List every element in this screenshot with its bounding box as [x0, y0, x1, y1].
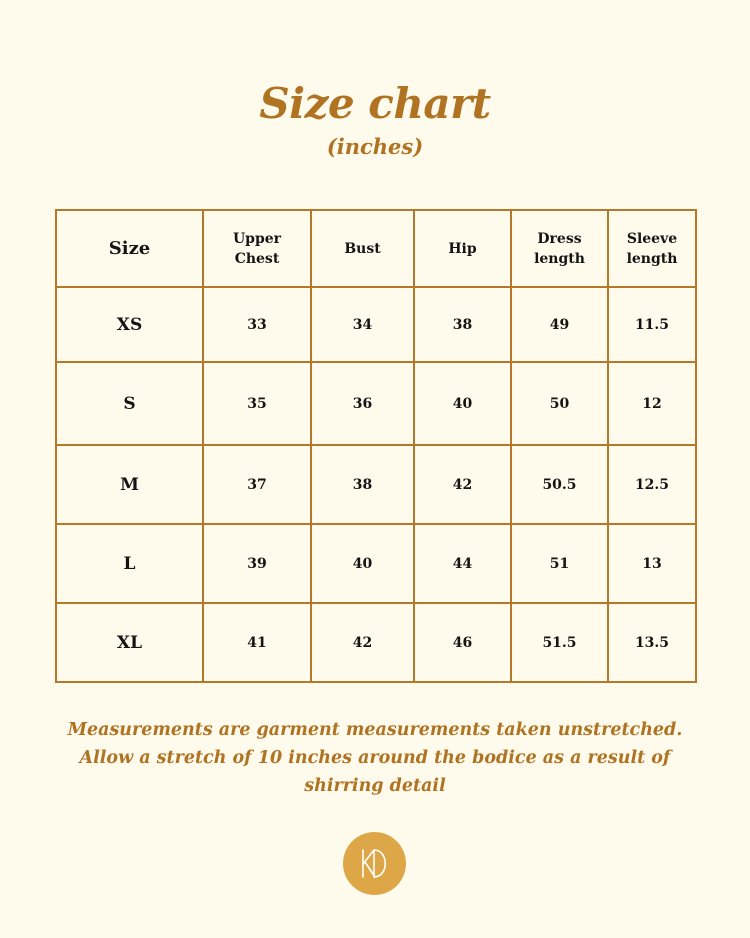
measurement-cell: 46 [414, 603, 511, 682]
measurement-cell: 38 [414, 287, 511, 362]
table-row [56, 445, 696, 524]
measurement-cell: 42 [414, 445, 511, 524]
measurement-cell: 34 [311, 287, 414, 362]
column-header-hip: Hip [414, 210, 511, 287]
measurement-cell: 36 [311, 362, 414, 445]
measurement-cell: 12 [608, 362, 696, 445]
measurement-cell: 35 [203, 362, 311, 445]
measurement-cell: 44 [414, 524, 511, 603]
measurement-cell: 49 [511, 287, 608, 362]
brand-logo [343, 832, 406, 895]
column-header-bust: Bust [311, 210, 414, 287]
measurement-cell: 38 [311, 445, 414, 524]
measurement-cell: 50 [511, 362, 608, 445]
column-header-dress-length: Dress length [511, 210, 608, 287]
size-cell: S [56, 362, 203, 445]
table-row [56, 287, 696, 362]
measurement-cell: 12.5 [608, 445, 696, 524]
table-row [56, 524, 696, 603]
size-cell: XS [56, 287, 203, 362]
page-title: Size chart [259, 79, 491, 128]
measurement-cell: 51.5 [511, 603, 608, 682]
measurement-cell: 40 [311, 524, 414, 603]
size-cell: M [56, 445, 203, 524]
measurement-cell: 40 [414, 362, 511, 445]
measurement-cell: 13 [608, 524, 696, 603]
kd-logo-icon [343, 832, 406, 895]
column-header-sleeve-length: Sleeve length [608, 210, 696, 287]
measurement-cell: 11.5 [608, 287, 696, 362]
measurement-cell: 41 [203, 603, 311, 682]
table-row [56, 362, 696, 445]
measurement-cell: 37 [203, 445, 311, 524]
measurement-cell: 50.5 [511, 445, 608, 524]
measurement-cell: 39 [203, 524, 311, 603]
table-row [56, 603, 696, 682]
column-header-upper-chest: Upper Chest [203, 210, 311, 287]
size-cell: XL [56, 603, 203, 682]
size-chart-table [55, 209, 697, 683]
page-subtitle: (inches) [326, 134, 424, 159]
size-cell: L [56, 524, 203, 603]
measurement-cell: 51 [511, 524, 608, 603]
measurement-cell: 42 [311, 603, 414, 682]
measurement-cell: 33 [203, 287, 311, 362]
column-header-size: Size [56, 210, 203, 287]
measurement-cell: 13.5 [608, 603, 696, 682]
measurement-note: Measurements are garment measurements taken unstretched. Allow a stretch of 10 inches around the bodice as a result of shirring detail [67, 720, 683, 796]
table-header-row [56, 210, 696, 287]
